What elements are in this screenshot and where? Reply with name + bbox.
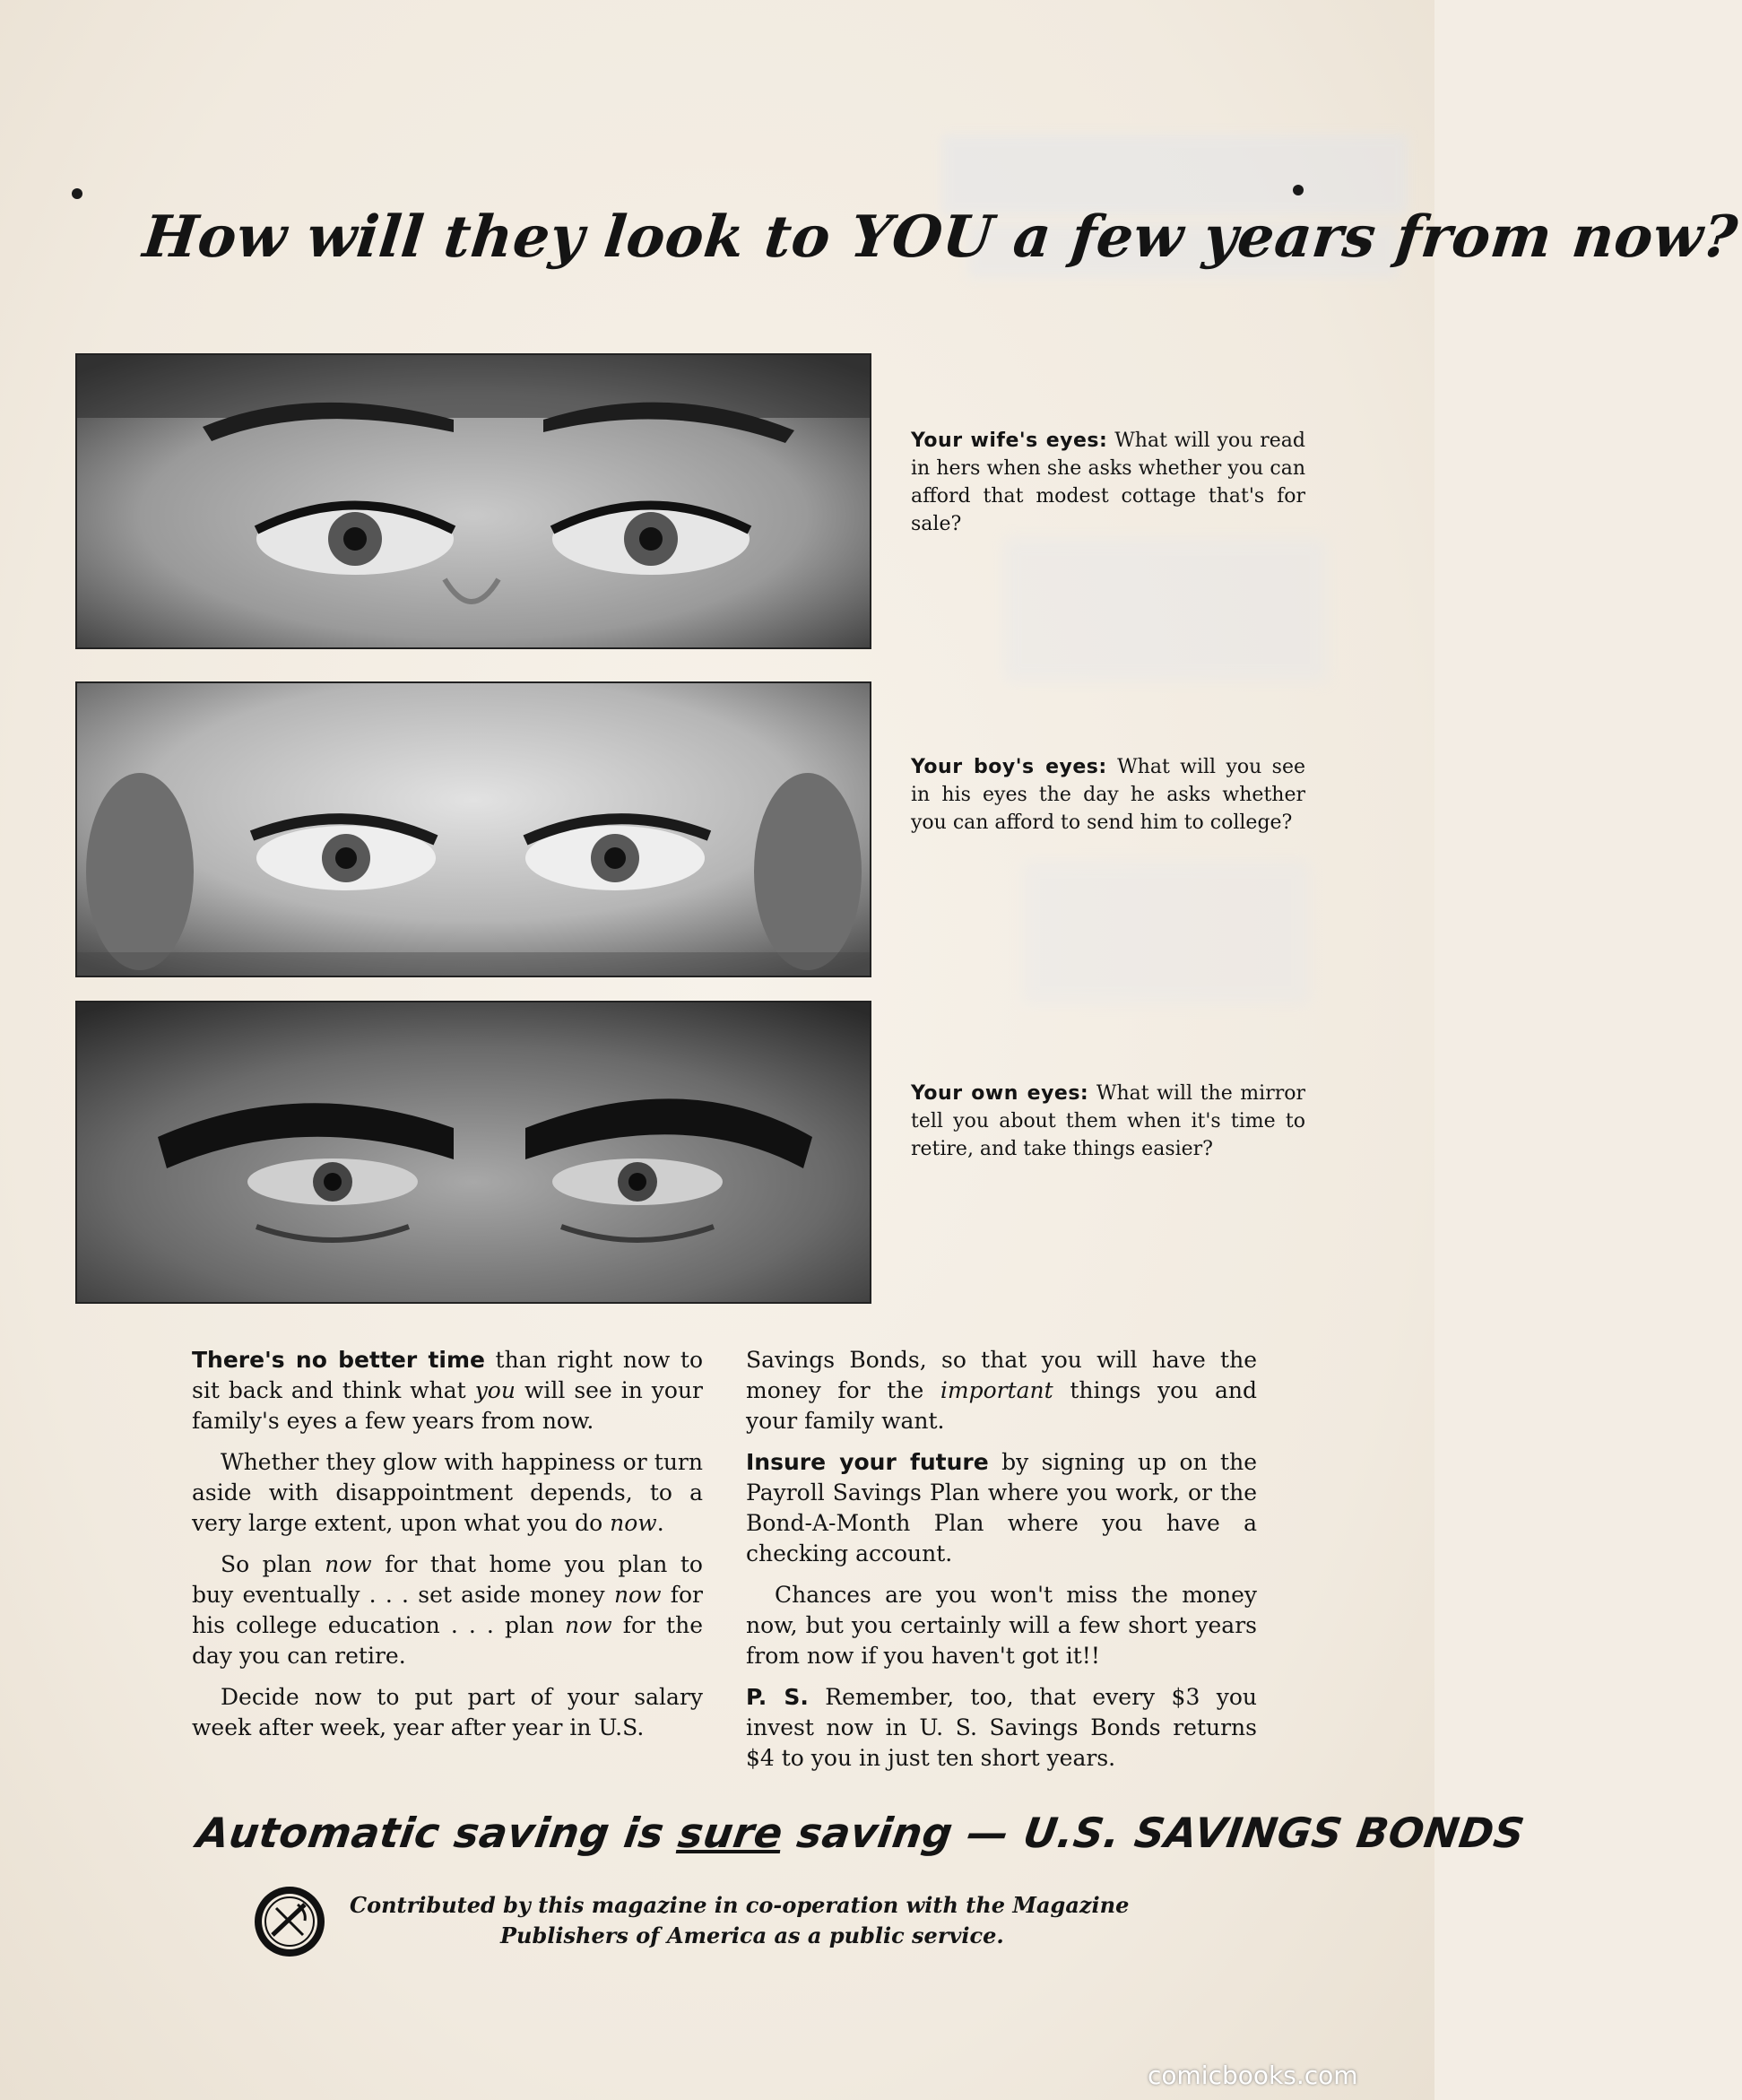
emphasis: now xyxy=(610,1510,657,1536)
caption-lead: Your boy's eyes: xyxy=(911,756,1107,778)
caption-own xyxy=(911,1080,1305,1163)
registration-dot xyxy=(1293,185,1304,195)
paragraph-text: for his college education . . . plan xyxy=(192,1582,704,1638)
emphasis: now xyxy=(565,1612,612,1638)
registration-dot xyxy=(72,188,82,199)
paragraph-text: Remember, too, that every $3 you invest now in U. S. Savings Bonds returns $4 to you in just ten short years. xyxy=(746,1684,1258,1771)
show-through-smudge xyxy=(1022,861,1309,1004)
body-paragraph xyxy=(746,1447,1257,1569)
tagline-underlined: sure xyxy=(675,1809,786,1857)
emphasis: now xyxy=(613,1582,662,1608)
paragraph-text: So plan xyxy=(221,1551,312,1577)
body-paragraph xyxy=(192,1549,703,1671)
emphasis: important xyxy=(940,1377,1053,1403)
body-column-left xyxy=(192,1345,703,1754)
caption-text: What will the mirror tell you about them when it's time to retire, and take things easier? xyxy=(911,1082,1305,1160)
magazine-publishers-seal-icon xyxy=(253,1885,326,1958)
body-paragraph xyxy=(192,1447,703,1539)
body-paragraph xyxy=(746,1345,1257,1436)
paragraph-lead: P. S. xyxy=(746,1684,809,1710)
paragraph-lead: Insure your future xyxy=(746,1449,989,1475)
photo-boy-eyes xyxy=(75,681,871,977)
caption-wife xyxy=(911,427,1305,538)
paragraph-text: Savings Bonds, so that you will have the money for the xyxy=(746,1347,1257,1403)
credit-line xyxy=(350,1890,1210,1951)
paragraph-text: for that home you plan to buy eventually . . . set aside money xyxy=(192,1551,703,1608)
emphasis: now xyxy=(325,1551,372,1577)
paragraph-text: by signing up on the Payroll Savings Plan where you work, or the Bond-A-Month Plan where you have a checking account. xyxy=(746,1449,1257,1566)
tagline-text: saving — U.S. SAVINGS BONDS xyxy=(793,1809,1528,1857)
paragraph-text: things you and your family want. xyxy=(746,1377,1257,1434)
body-paragraph: Chances are you won't miss the money now, but you certainly will a few short years from now if you haven't got it!! xyxy=(746,1582,1257,1669)
credit-line-1: Contributed by this magazine in co-operation with the Magazine xyxy=(350,1892,1130,1918)
body-paragraph: Decide now to put part of your salary week after week, year after year in U.S. xyxy=(192,1684,703,1740)
body-column-right xyxy=(746,1345,1257,1784)
credit-line-2: Publishers of America as a public service. xyxy=(500,1922,1004,1948)
headline: How will they look to YOU a few years from now? xyxy=(140,204,1741,271)
caption-text: What will you read in hers when she asks whether you can afford that modest cottage that's for sale? xyxy=(911,430,1305,535)
paragraph-text: . xyxy=(656,1510,664,1536)
watermark: comicbooks.com xyxy=(1148,2061,1358,2090)
paragraph-text: will see in your family's eyes a few years from now. xyxy=(192,1377,704,1434)
paragraph-lead: There's no better time xyxy=(192,1347,485,1373)
caption-text: What will you see in his eyes the day he asks whether you can afford to send him to college? xyxy=(911,756,1305,834)
caption-boy xyxy=(911,753,1305,837)
body-paragraph xyxy=(192,1345,703,1436)
caption-lead: Your own eyes: xyxy=(911,1082,1089,1105)
paragraph-text: Whether they glow with happiness or turn aside with disappointment depends, to a very large extent, upon what you do xyxy=(192,1449,703,1536)
photo-wife-eyes xyxy=(75,353,871,649)
photo-own-eyes xyxy=(75,1001,871,1304)
caption-lead: Your wife's eyes: xyxy=(911,430,1108,452)
show-through-smudge xyxy=(1004,538,1327,681)
body-paragraph xyxy=(746,1682,1257,1774)
paragraph-text: than right now to sit back and think what xyxy=(192,1347,703,1403)
tagline xyxy=(192,1797,1528,1869)
emphasis: you xyxy=(474,1377,516,1403)
paragraph-text: for the day you can retire. xyxy=(192,1612,703,1669)
tagline-text: Automatic saving is xyxy=(194,1809,668,1857)
